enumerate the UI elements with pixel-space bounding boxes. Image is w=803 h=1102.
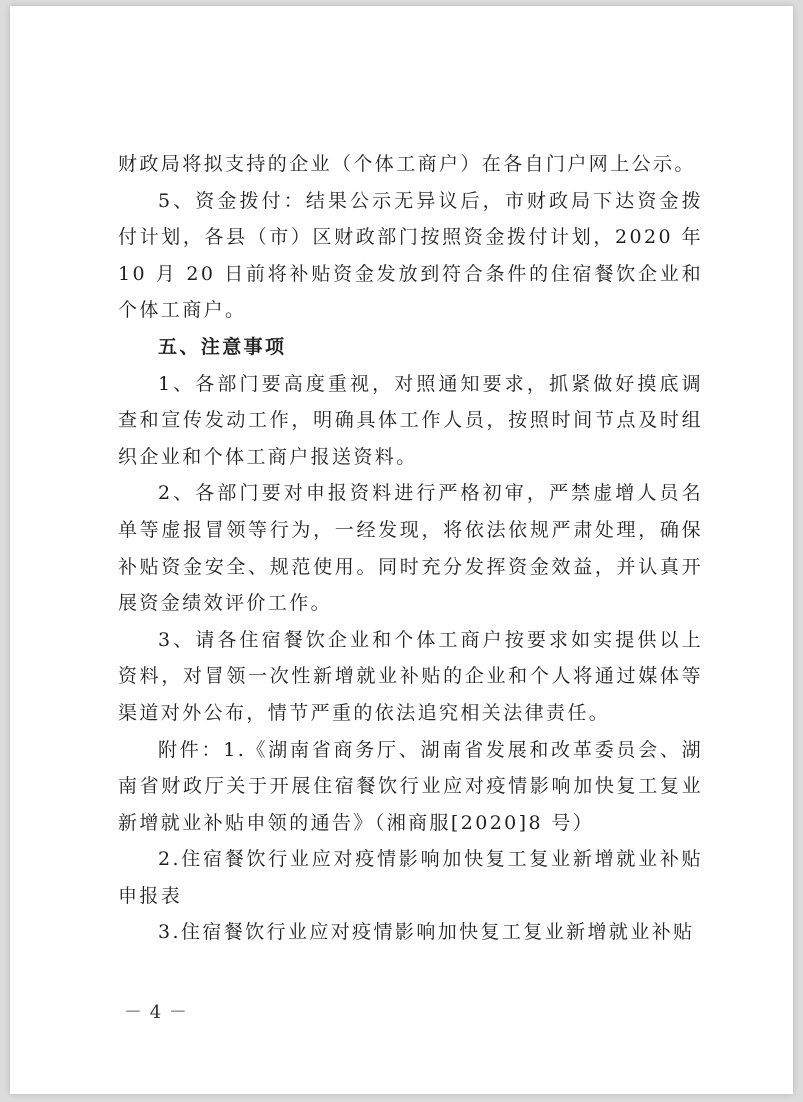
page-number: － 4 － — [124, 1002, 188, 1023]
attachment-1: 附件：1.《湖南省商务厅、湖南省发展和改革委员会、湖南省财政厅关于开展住宿餐饮行业应对疫情影响加快复工复业新增就业补贴申领的通告》（湘商服[2020]8 号） — [118, 738, 703, 834]
attachment-3: 3.住宿餐饮行业应对疫情影响加快复工复业新增就业补贴 — [158, 921, 695, 944]
paragraph-fund-allocation: 5、资金拨付：结果公示无异议后，市财政局下达资金拨付计划，各县（市）区财政部门按照资金拨付计划，2020 年 10 月 20 日前将补贴资金发放到符合条件的住宿餐饮企业和个体工商户。 — [118, 189, 703, 322]
document-page — [10, 6, 793, 1094]
paragraph-note-3: 3、请各住宿餐饮企业和个体工商户按要求如实提供以上资料，对冒领一次性新增就业补贴的企业和个人将通过媒体等渠道对外公布，情节严重的依法追究相关法律责任。 — [118, 628, 703, 724]
section-heading-notes: 五、注意事项 — [158, 335, 287, 358]
paragraph-note-2: 2、各部门要对申报资料进行严格初审，严禁虚增人员名单等虚报冒领等行为，一经发现，将依法依规严肃处理，确保补贴资金安全、规范使用。同时充分发挥资金效益，并认真开展资金绩效评价工作。 — [118, 482, 703, 615]
attachment-2: 2.住宿餐饮行业应对疫情影响加快复工复业新增就业补贴申报表 — [118, 848, 703, 907]
paragraph-publicity: 财政局将拟支持的企业（个体工商户）在各自门户网上公示。 — [118, 153, 696, 175]
document-body — [118, 146, 703, 951]
paragraph-note-1: 1、各部门要高度重视，对照通知要求，抓紧做好摸底调查和宣传发动工作，明确具体工作人员，按照时间节点及时组织企业和个体工商户报送资料。 — [118, 372, 703, 468]
